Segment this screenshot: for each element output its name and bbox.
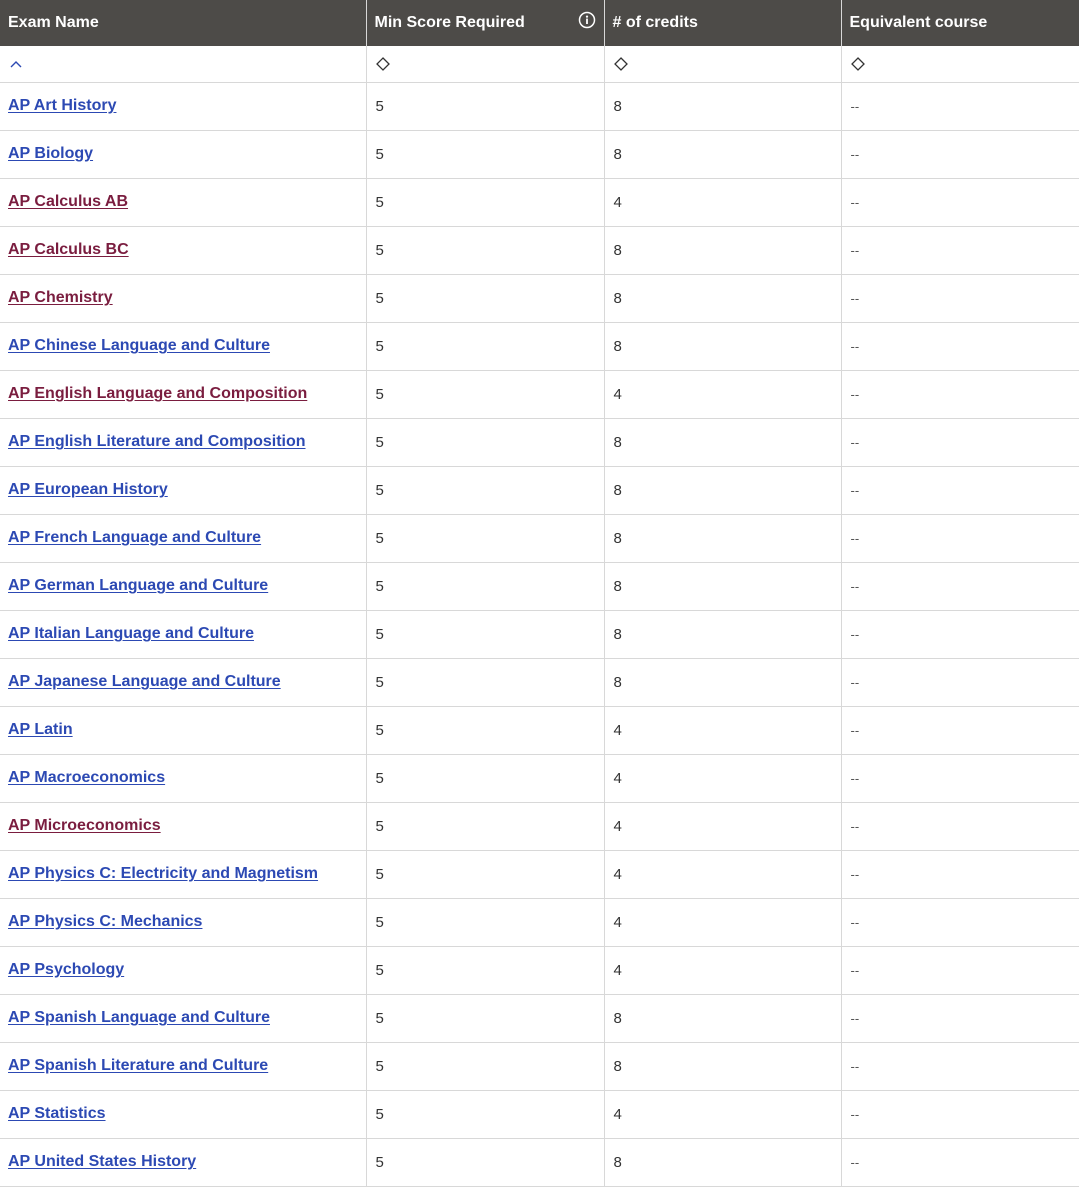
- min-score-cell: 5: [366, 274, 604, 322]
- exam-name-cell: [0, 754, 366, 802]
- table-row: [0, 82, 1079, 130]
- exam-link[interactable]: AP Physics C: Electricity and Magnetism: [8, 865, 319, 882]
- table-row: [0, 898, 1079, 946]
- exam-name-cell: [0, 82, 366, 130]
- equivalent-course-cell: --: [841, 514, 1079, 562]
- equivalent-course-cell: --: [841, 322, 1079, 370]
- equivalent-course-cell: --: [841, 1138, 1079, 1186]
- min-score-cell: 5: [366, 706, 604, 754]
- min-score-cell: 5: [366, 178, 604, 226]
- exam-name-cell: [0, 802, 366, 850]
- credits-cell: 4: [604, 898, 841, 946]
- min-score-cell: 5: [366, 514, 604, 562]
- min-score-cell: 5: [366, 1042, 604, 1090]
- equivalent-course-cell: --: [841, 82, 1079, 130]
- table-row: [0, 610, 1079, 658]
- min-score-cell: 5: [366, 418, 604, 466]
- exam-link[interactable]: AP German Language and Culture: [8, 577, 269, 594]
- credits-cell: 8: [604, 610, 841, 658]
- exam-link[interactable]: AP Calculus AB: [8, 193, 129, 210]
- info-circle-icon[interactable]: [578, 11, 596, 29]
- equivalent-course-cell: --: [841, 706, 1079, 754]
- equivalent-course-cell: --: [841, 562, 1079, 610]
- equivalent-course-cell: --: [841, 754, 1079, 802]
- table-row: [0, 514, 1079, 562]
- equivalent-course-cell: --: [841, 850, 1079, 898]
- sort-diamond-icon[interactable]: [613, 56, 629, 72]
- credits-cell: 8: [604, 658, 841, 706]
- exam-name-cell: [0, 898, 366, 946]
- min-score-cell: 5: [366, 1138, 604, 1186]
- table-row: [0, 850, 1079, 898]
- exam-link[interactable]: AP Physics C: Mechanics: [8, 913, 203, 930]
- column-header-exam-name: [0, 0, 366, 46]
- credits-cell: 4: [604, 178, 841, 226]
- exam-link[interactable]: AP Calculus BC: [8, 241, 129, 258]
- credits-cell: 4: [604, 370, 841, 418]
- equivalent-course-cell: --: [841, 466, 1079, 514]
- sort-cell-equivalent-course: [841, 46, 1079, 82]
- equivalent-course-cell: --: [841, 802, 1079, 850]
- credits-cell: 8: [604, 322, 841, 370]
- exam-name-cell: [0, 130, 366, 178]
- exam-name-cell: [0, 514, 366, 562]
- equivalent-course-cell: --: [841, 610, 1079, 658]
- min-score-cell: 5: [366, 610, 604, 658]
- credits-cell: 8: [604, 1138, 841, 1186]
- credits-cell: 4: [604, 754, 841, 802]
- equivalent-course-cell: --: [841, 178, 1079, 226]
- credits-cell: 8: [604, 418, 841, 466]
- sort-cell-credits: [604, 46, 841, 82]
- exam-name-cell: [0, 178, 366, 226]
- credits-cell: 4: [604, 802, 841, 850]
- min-score-cell: 5: [366, 226, 604, 274]
- column-header-label: Min Score Required: [374, 14, 525, 31]
- exam-link[interactable]: AP Psychology: [8, 961, 125, 978]
- table-row: [0, 130, 1079, 178]
- exam-name-cell: [0, 1042, 366, 1090]
- exam-name-cell: [0, 1138, 366, 1186]
- credits-cell: 8: [604, 226, 841, 274]
- exam-link[interactable]: AP Chemistry: [8, 289, 113, 306]
- equivalent-course-cell: --: [841, 370, 1079, 418]
- credits-cell: 4: [604, 1090, 841, 1138]
- table-row: [0, 754, 1079, 802]
- table-row: [0, 706, 1079, 754]
- exam-link[interactable]: AP Art History: [8, 97, 117, 114]
- exam-link[interactable]: AP Italian Language and Culture: [8, 625, 254, 642]
- exam-name-cell: [0, 994, 366, 1042]
- credits-cell: 8: [604, 274, 841, 322]
- table-row: [0, 226, 1079, 274]
- equivalent-course-cell: --: [841, 658, 1079, 706]
- exam-name-cell: [0, 226, 366, 274]
- column-header-equivalent-course: [841, 0, 1079, 46]
- equivalent-course-cell: --: [841, 946, 1079, 994]
- exam-name-cell: [0, 658, 366, 706]
- exam-link[interactable]: AP French Language and Culture: [8, 529, 262, 546]
- sort-cell-exam-name: [0, 46, 366, 82]
- exam-name-cell: [0, 466, 366, 514]
- sort-diamond-icon[interactable]: [375, 56, 391, 72]
- table-row: [0, 994, 1079, 1042]
- exam-name-cell: [0, 370, 366, 418]
- table-row: [0, 466, 1079, 514]
- table-row: [0, 322, 1079, 370]
- exam-link[interactable]: AP Spanish Language and Culture: [8, 1009, 270, 1026]
- credits-cell: 8: [604, 130, 841, 178]
- column-header-label: # of credits: [612, 14, 698, 31]
- table-row: [0, 370, 1079, 418]
- min-score-cell: 5: [366, 1090, 604, 1138]
- min-score-cell: 5: [366, 82, 604, 130]
- min-score-cell: 5: [366, 370, 604, 418]
- min-score-cell: 5: [366, 130, 604, 178]
- exam-link[interactable]: AP Chinese Language and Culture: [8, 337, 270, 354]
- credits-cell: 4: [604, 946, 841, 994]
- credits-cell: 4: [604, 850, 841, 898]
- min-score-cell: 5: [366, 322, 604, 370]
- sort-diamond-icon[interactable]: [850, 56, 866, 72]
- table-row: [0, 274, 1079, 322]
- exam-name-cell: [0, 1090, 366, 1138]
- column-header-min-score: [366, 0, 604, 46]
- min-score-cell: 5: [366, 802, 604, 850]
- exam-name-cell: [0, 322, 366, 370]
- table-row: [0, 658, 1079, 706]
- exam-link[interactable]: AP Spanish Literature and Culture: [8, 1057, 269, 1074]
- exam-name-cell: [0, 946, 366, 994]
- exam-name-cell: [0, 850, 366, 898]
- exam-link[interactable]: AP Microeconomics: [8, 817, 161, 834]
- table-row: [0, 946, 1079, 994]
- table-row: [0, 562, 1079, 610]
- exam-link[interactable]: AP English Language and Composition: [8, 385, 308, 402]
- credits-cell: 8: [604, 514, 841, 562]
- exam-link[interactable]: AP United States History: [8, 1153, 197, 1170]
- exam-name-cell: [0, 706, 366, 754]
- column-header-label: Equivalent course: [849, 14, 988, 31]
- equivalent-course-cell: --: [841, 418, 1079, 466]
- exam-link[interactable]: AP European History: [8, 481, 168, 498]
- min-score-cell: 5: [366, 658, 604, 706]
- exam-link[interactable]: AP Japanese Language and Culture: [8, 673, 281, 690]
- credits-cell: 8: [604, 562, 841, 610]
- table-row: [0, 178, 1079, 226]
- min-score-cell: 5: [366, 754, 604, 802]
- credits-cell: 8: [604, 466, 841, 514]
- exam-link[interactable]: AP Macroeconomics: [8, 769, 166, 786]
- table-row: [0, 802, 1079, 850]
- column-header-label: Exam Name: [8, 14, 99, 31]
- chevron-up-icon[interactable]: [8, 56, 24, 72]
- min-score-cell: 5: [366, 898, 604, 946]
- equivalent-course-cell: --: [841, 898, 1079, 946]
- exam-name-cell: [0, 610, 366, 658]
- exam-link[interactable]: AP English Literature and Composition: [8, 433, 306, 450]
- table-row: [0, 1042, 1079, 1090]
- equivalent-course-cell: --: [841, 1090, 1079, 1138]
- table-row: [0, 1138, 1079, 1186]
- table-row: [0, 418, 1079, 466]
- credits-cell: 8: [604, 82, 841, 130]
- credits-cell: 8: [604, 1042, 841, 1090]
- min-score-cell: 5: [366, 562, 604, 610]
- equivalent-course-cell: --: [841, 994, 1079, 1042]
- table-body: [0, 82, 1079, 1186]
- sort-controls-row: [0, 46, 1079, 82]
- exam-name-cell: [0, 418, 366, 466]
- min-score-cell: 5: [366, 466, 604, 514]
- credits-cell: 4: [604, 706, 841, 754]
- exam-link[interactable]: AP Statistics: [8, 1105, 106, 1122]
- credits-cell: 8: [604, 994, 841, 1042]
- equivalent-course-cell: --: [841, 274, 1079, 322]
- exam-link[interactable]: AP Biology: [8, 145, 94, 162]
- min-score-cell: 5: [366, 994, 604, 1042]
- min-score-cell: 5: [366, 946, 604, 994]
- sort-cell-min-score: [366, 46, 604, 82]
- equivalent-course-cell: --: [841, 130, 1079, 178]
- equivalent-course-cell: --: [841, 226, 1079, 274]
- table-header-row: [0, 0, 1079, 46]
- table-row: [0, 1090, 1079, 1138]
- min-score-cell: 5: [366, 850, 604, 898]
- exam-name-cell: [0, 562, 366, 610]
- equivalent-course-cell: --: [841, 1042, 1079, 1090]
- exam-link[interactable]: AP Latin: [8, 721, 73, 738]
- exam-name-cell: [0, 274, 366, 322]
- column-header-credits: [604, 0, 841, 46]
